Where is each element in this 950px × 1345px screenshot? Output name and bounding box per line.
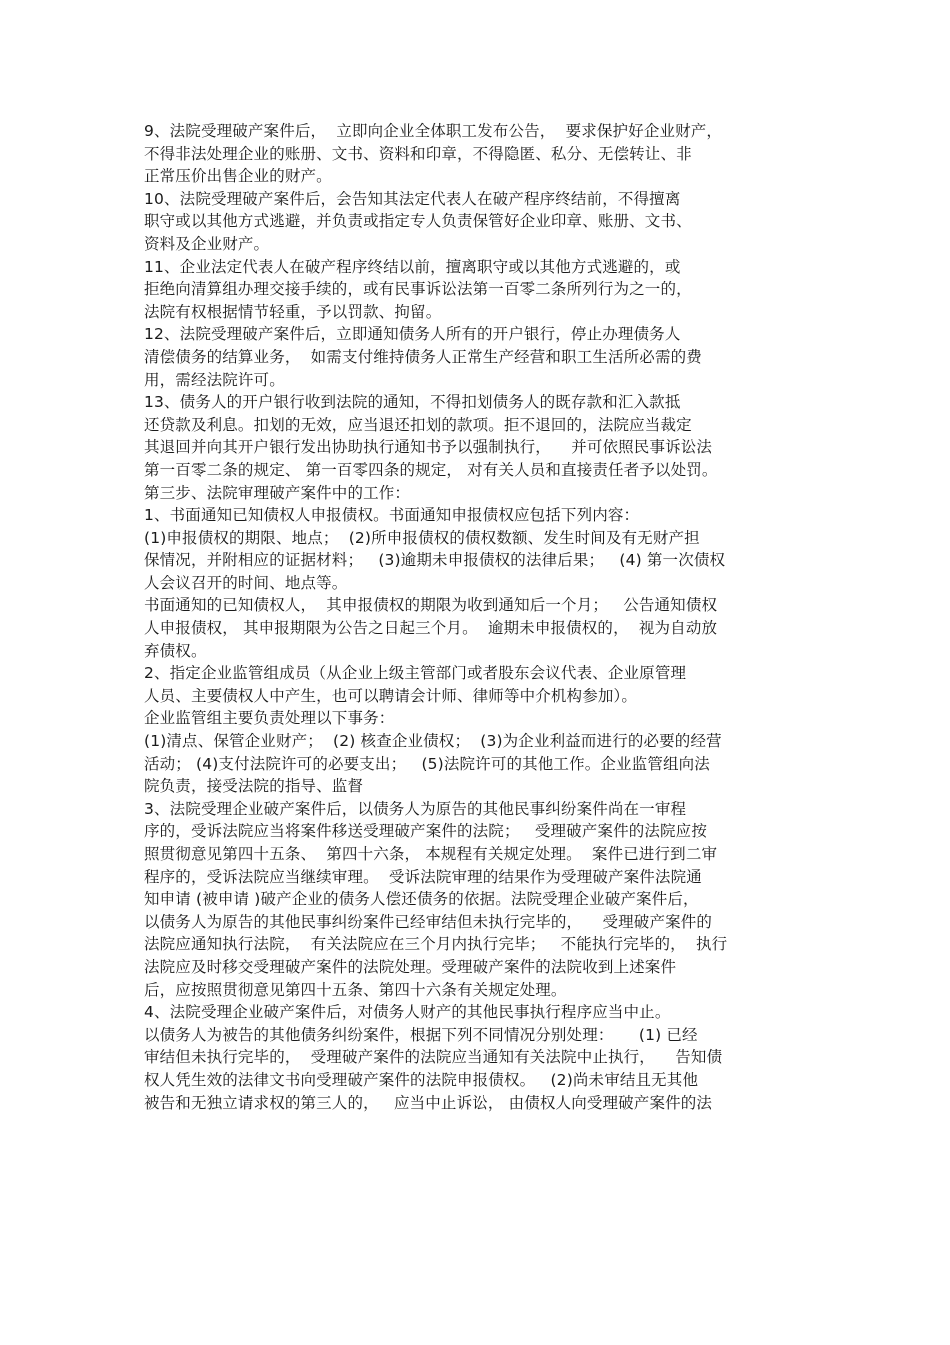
text-line: 书面通知的已知债权人， 其申报债权的期限为收到通知后一个月； 公告通知债权 [144, 596, 718, 615]
text-line: 人申报债权， 其申报期限为公告之日起三个月。 逾期未申报债权的， 视为自动放 [144, 619, 718, 638]
text-line: 3、法院受理企业破产案件后，以债务人为原告的其他民事纠纷案件尚在一审程 [144, 799, 687, 818]
text-line: 第一百零二条的规定、 第一百零四条的规定， 对有关人员和直接责任者予以处罚。 [144, 460, 718, 479]
text-line: 职守或以其他方式逃避，并负责或指定专人负责保管好企业印章、账册、文书、 [144, 212, 692, 231]
text-line: 4、法院受理企业破产案件后，对债务人财产的其他民事执行程序应当中止。 [144, 1003, 671, 1022]
text-line: 以债务人为被告的其他债务纠纷案件，根据下列不同情况分别处理： (1) 已经 [144, 1025, 698, 1044]
text-line: 还贷款及利息。扣划的无效，应当退还扣划的款项。拒不退回的，法院应当裁定 [144, 415, 692, 434]
text-line: 企业监管组主要负责处理以下事务： [144, 709, 395, 728]
text-line: 以债务人为原告的其他民事纠纷案件已经审结但未执行完毕的， 受理破产案件的 [144, 912, 713, 931]
text-line: 照贯彻意见第四十五条、 第四十六条， 本规程有关规定处理。 案件已进行到二审 [144, 845, 718, 863]
text-line: 弃债权。 [144, 641, 207, 660]
text-line: 审结但未执行完毕的， 受理破产案件的法院应当通知有关法院中止执行， 告知债 [144, 1048, 723, 1067]
text-line: (1)清点、保管企业财产； (2) 核查企业债权； (3)为企业利益而进行的必要的经营 [144, 732, 722, 751]
text-line: 2、指定企业监管组成员（从企业上级主管部门或者股东会议代表、企业原管理 [144, 664, 687, 683]
text-line: 人员、主要债权人中产生，也可以聘请会计师、律师等中介机构参加）。 [144, 686, 638, 705]
text-line: 院负责，接受法院的指导、监督 [144, 777, 364, 796]
text-line: 活动； (4)支付法院许可的必要支出； (5)法院许可的其他工作。企业监管组向法 [144, 754, 710, 773]
text-line: 12、法院受理破产案件后，立即通知债务人所有的开户银行，停止办理债务人 [144, 325, 681, 344]
text-line: 权人凭生效的法律文书向受理破产案件的法院申报债权。 (2)尚未审结且无其他 [144, 1070, 699, 1089]
text-line: 法院应及时移交受理破产案件的法院处理。受理破产案件的法院收到上述案件 [144, 957, 677, 976]
section-heading: 第三步、法院审理破产案件中的工作： [144, 483, 411, 502]
text-line: 9、法院受理破产案件后， 立即向企业全体职工发布公告， 要求保护好企业财产， [144, 122, 723, 140]
text-line: 知申请 (被申请 )破产企业的债务人偿还债务的依据。法院受理企业破产案件后， [144, 890, 699, 909]
text-line: 1、书面通知已知债权人申报债权。书面通知申报债权应包括下列内容： [144, 506, 640, 525]
text-line: 资料及企业财产。 [144, 234, 270, 253]
text-line: 正常压价出售企业的财产。 [144, 167, 332, 186]
text-line: 后，应按照贯彻意见第四十五条、第四十六条有关规定处理。 [144, 980, 567, 999]
text-line: 被告和无独立请求权的第三人的， 应当中止诉讼， 由债权人向受理破产案件的法 [144, 1093, 713, 1112]
text-line: 程序的，受诉法院应当继续审理。 受诉法院审理的结果作为受理破产案件法院通 [144, 867, 702, 886]
text-line: 人会议召开的时间、地点等。 [144, 573, 348, 592]
text-line: 13、债务人的开户银行收到法院的通知，不得扣划债务人的既存款和汇入款抵 [144, 393, 681, 412]
text-line: 10、法院受理破产案件后，会告知其法定代表人在破产程序终结前，不得擅离 [144, 189, 681, 208]
text-line: 清偿债务的结算业务， 如需支付维持债务人正常生产经营和职工生活所必需的费 [144, 347, 702, 366]
text-line: 11、企业法定代表人在破产程序终结以前，擅离职守或以其他方式逃避的，或 [144, 257, 681, 276]
text-line: 法院有权根据情节轻重，予以罚款、拘留。 [144, 302, 442, 321]
text-line: (1)申报债权的期限、地点； (2)所申报债权的债权数额、发生时间及有无财产担 [144, 528, 700, 547]
text-line: 保情况，并附相应的证据材料； (3)逾期未申报债权的法律后果； (4) 第一次债权 [144, 551, 726, 570]
text-line: 法院应通知执行法院， 有关法院应在三个月内执行完毕； 不能执行完毕的， 执行 [144, 935, 728, 954]
text-line: 序的，受诉法院应当将案件移送受理破产案件的法院； 受理破产案件的法院应按 [144, 822, 707, 841]
text-line: 其退回并向其开户银行发出协助执行通知书予以强制执行， 并可依照民事诉讼法 [144, 438, 713, 457]
text-line: 不得非法处理企业的账册、文书、资料和印章，不得隐匿、私分、无偿转让、非 [144, 144, 692, 163]
text-line: 用，需经法院许可。 [144, 370, 285, 389]
text-line: 拒绝向清算组办理交接手续的，或有民事诉讼法第一百零二条所列行为之一的， [144, 280, 692, 299]
document-body [144, 120, 824, 1114]
